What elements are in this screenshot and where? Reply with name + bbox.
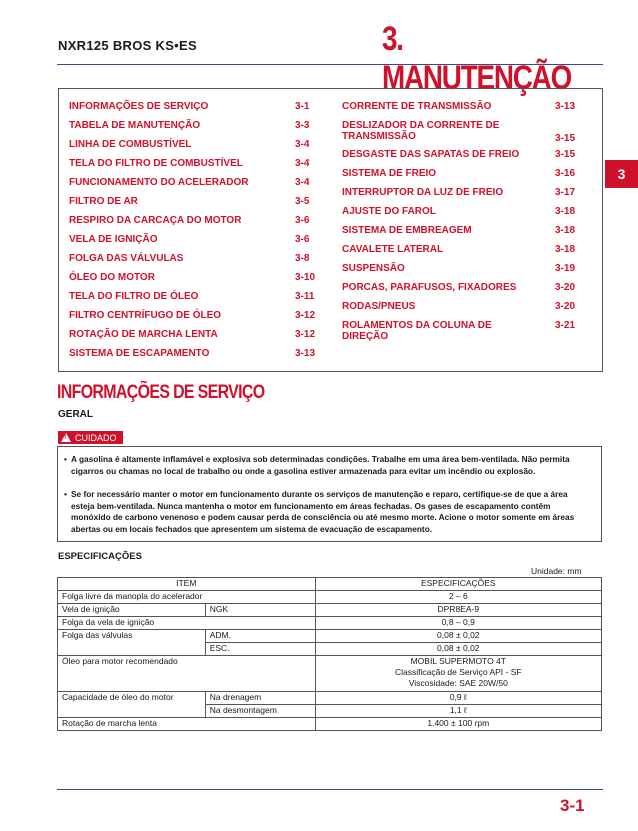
toc-entry-page: 3-12 (295, 329, 316, 340)
toc-entry-label: TABELA DE MANUTENÇÃO (69, 120, 201, 131)
toc-entry-page: 3-10 (295, 272, 316, 283)
toc-entry-page: 3-13 (295, 348, 316, 359)
manual-model-name: NXR125 BROS KS•ES (58, 38, 197, 53)
caution-box (57, 446, 602, 542)
toc-entry-page: 3-18 (555, 244, 576, 255)
toc-entry-label: SUSPENSÃO (342, 263, 405, 274)
specs-unit: Unidade: mm (531, 566, 582, 576)
toc-entry-page: 3-6 (295, 234, 310, 245)
table-row (58, 718, 602, 731)
table-row (58, 630, 602, 643)
toc-entry-page: 3-1 (295, 101, 310, 112)
toc-entry-label: INFORMAÇÕES DE SERVIÇO (69, 101, 209, 112)
spec-item: Folga da vela de ignição (58, 617, 316, 630)
spec-value: 0,08 ± 0,02 (315, 643, 601, 656)
toc-entry-label: RODAS/PNEUS (342, 301, 416, 312)
spec-value: DPR8EA-9 (315, 604, 601, 617)
section-title: INFORMAÇÕES DE SERVIÇO (57, 382, 265, 403)
toc-entry-label: TELA DO FILTRO DE COMBUSTÍVEL (69, 158, 243, 169)
toc-entry-label: PORCAS, PARAFUSOS, FIXADORES (342, 282, 517, 293)
toc-entry-label: FUNCIONAMENTO DO ACELERADOR (69, 177, 249, 188)
spec-subitem: Na drenagem (205, 692, 315, 705)
toc-entry-label: ROTAÇÃO DE MARCHA LENTA (69, 329, 218, 340)
spec-value: 2 – 6 (315, 591, 601, 604)
toc-entry-page: 3-6 (295, 215, 310, 226)
toc-entry-page: 3-15 (555, 133, 576, 144)
toc-entry-page: 3-13 (555, 101, 576, 112)
table-header-row (58, 578, 602, 591)
toc-entry-page: 3-17 (555, 187, 576, 198)
toc-entry-page: 3-20 (555, 282, 576, 293)
specs-table (57, 577, 602, 731)
footer-divider (57, 789, 603, 790)
toc-entry-label: DESGASTE DAS SAPATAS DE FREIO (342, 149, 520, 160)
caution-item: • A gasolina é altamente inflamável e explosiva sob determinadas condições. Trabalhe em uma área bem-ventilada. Não permita cigarros ou chamas no local de trabalho ou onde a gasolina estiver armazenada para evitar um incêndio ou explosão. (64, 454, 570, 476)
toc-entry-label: ÓLEO DO MOTOR (69, 272, 155, 283)
toc-entry-label: RESPIRO DA CARCAÇA DO MOTOR (69, 215, 242, 226)
caution-label: CUIDADO (75, 432, 117, 443)
toc-entry-page: 3-11 (295, 291, 315, 302)
spec-subitem: NGK (205, 604, 315, 617)
spec-subitem: Na desmontagem (205, 705, 315, 718)
toc-entry-label: TELA DO FILTRO DE ÓLEO (69, 291, 199, 302)
toc-entry-page: 3-3 (295, 120, 310, 131)
table-row (58, 617, 602, 630)
toc-entry-page: 3-15 (555, 149, 576, 160)
spec-item: Folga das válvulas (58, 630, 206, 656)
toc-entry-label: SISTEMA DE FREIO (342, 168, 437, 179)
table-row (58, 604, 602, 617)
toc-entry-label: INTERRUPTOR DA LUZ DE FREIO (342, 187, 504, 198)
toc-entry-page: 3-16 (555, 168, 576, 179)
toc-entry-label: VELA DE IGNIÇÃO (69, 234, 158, 245)
page-number: 3-1 (560, 796, 585, 815)
toc-entry-page: 3-4 (295, 139, 310, 150)
toc-entry-page: 3-5 (295, 196, 310, 207)
toc-entry-label: LINHA DE COMBUSTÍVEL (69, 139, 192, 150)
specs-title: ESPECIFICAÇÕES (58, 551, 142, 562)
toc-entry-page: 3-19 (555, 263, 576, 274)
spec-item: Rotação de marcha lenta (58, 718, 316, 731)
toc-entry-label: FOLGA DAS VÁLVULAS (69, 253, 184, 264)
spec-item: Óleo para motor recomendado (58, 656, 316, 692)
spec-value: 0,8 – 0,9 (315, 617, 601, 630)
caution-badge (58, 431, 123, 444)
toc-entry-label: AJUSTE DO FAROL (342, 206, 436, 217)
toc-entry-label: SISTEMA DE EMBREAGEM (342, 225, 472, 236)
header-divider (57, 64, 603, 65)
spec-value: 0,9 ℓ (315, 692, 601, 705)
chapter-title: 3. MANUTENÇÃO (382, 20, 572, 97)
spec-subitem: ADM. (205, 630, 315, 643)
column-header-spec: ESPECIFICAÇÕES (315, 578, 601, 591)
toc-entry-page: 3-18 (555, 206, 576, 217)
spec-value: MOBIL SUPERMOTO 4T Classificação de Serviço API - SF Viscosidade: SAE 20W/50 (315, 656, 601, 692)
spec-item: Folga livre da manopla do acelerador (58, 591, 316, 604)
section-subtitle: GERAL (58, 409, 93, 420)
toc-entry-label: FILTRO DE AR (69, 196, 138, 207)
toc-entry-label: ROLAMENTOS DA COLUNA DE DIREÇÃO (342, 320, 492, 342)
warning-icon: ! (61, 433, 71, 442)
toc-entry-page: 3-4 (295, 177, 310, 188)
toc-entry-label: DESLIZADOR DA CORRENTE DE TRANSMISSÃO (342, 120, 500, 142)
caution-item: • Se for necessário manter o motor em funcionamento durante os serviços de manutenção e reparo, certifique-se de que a área esteja bem-ventilada. Nunca mantenha o motor em funcionamento em áreas fechadas. Os gases de escapamento contêm monóxido de carbono venenoso e podem causar perda de consciência ou até mesmo morte. Acione o motor somente em áreas abertas ou em locais fechados que apresentem um sistema de evacuação de escapamento. (64, 489, 575, 534)
spec-item: Vela de ignição (58, 604, 206, 617)
chapter-tab[interactable]: 3 (605, 160, 638, 188)
toc-entry-label: CAVALETE LATERAL (342, 244, 444, 255)
toc-entry-page: 3-21 (555, 320, 576, 331)
table-row (58, 656, 602, 692)
toc-entry-page: 3-8 (295, 253, 310, 264)
column-header-item: ITEM (58, 578, 316, 591)
table-row (58, 591, 602, 604)
toc-entry-page: 3-20 (555, 301, 576, 312)
toc-entry-page: 3-18 (555, 225, 576, 236)
toc-entry-page: 3-4 (295, 158, 310, 169)
toc-entry-label: SISTEMA DE ESCAPAMENTO (69, 348, 210, 359)
spec-subitem: ESC. (205, 643, 315, 656)
toc-entry-label: FILTRO CENTRÍFUGO DE ÓLEO (69, 310, 222, 321)
spec-value: 1.400 ± 100 rpm (315, 718, 601, 731)
table-row (58, 692, 602, 705)
spec-value: 1,1 ℓ (315, 705, 601, 718)
toc-entry-label: CORRENTE DE TRANSMISSÃO (342, 101, 492, 112)
toc-entry-page: 3-12 (295, 310, 316, 321)
spec-value: 0,08 ± 0,02 (315, 630, 601, 643)
table-of-contents (58, 88, 603, 372)
spec-item: Capacidade de óleo do motor (58, 692, 206, 718)
